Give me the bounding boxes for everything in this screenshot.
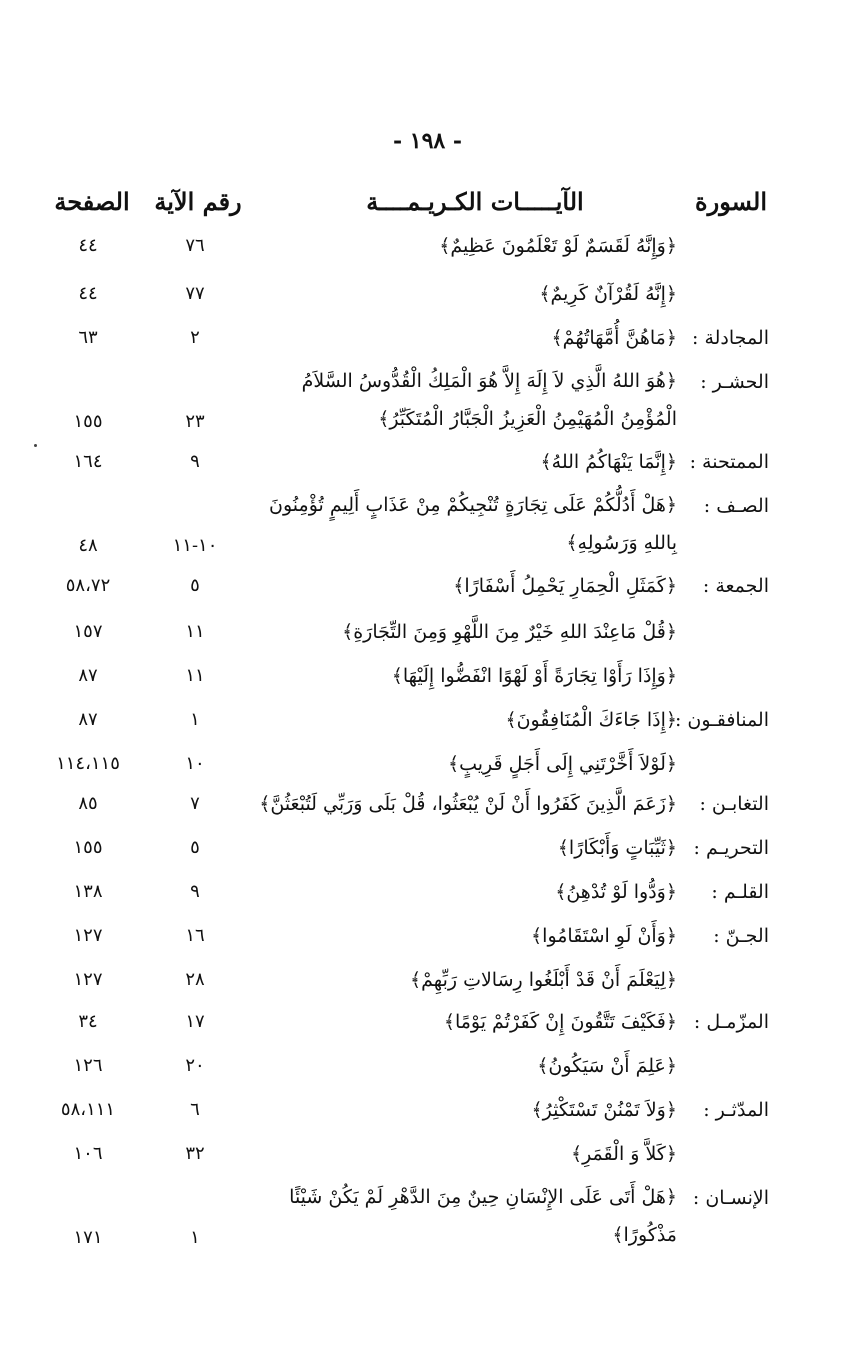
surah-name: التغابـن : bbox=[699, 793, 769, 815]
table-row bbox=[0, 700, 855, 740]
table-row bbox=[0, 1002, 855, 1042]
verse-text: ﴿إِذَا جَاءَكَ الْمُنَافِقُونَ﴾ bbox=[505, 709, 677, 731]
page-ref: ١٦٤ bbox=[73, 451, 103, 472]
page-ref: ١٠٦ bbox=[73, 1143, 103, 1164]
verse-text: ﴿فَكَيْفَ تَتَّقُونَ إِنْ كَفَرْتُمْ يَوْمًا﴾ bbox=[443, 1011, 677, 1033]
ayah-number: ٢٠ bbox=[185, 1055, 205, 1076]
ayah-number: ١ bbox=[190, 1227, 200, 1248]
verse-text: ﴿وَإِنَّهُ لَقَسَمٌ لَوْ تَعْلَمُونَ عَظِيمٌ﴾ bbox=[439, 235, 677, 257]
ayah-number: ٥ bbox=[190, 575, 200, 596]
surah-name: المزّمـل : bbox=[693, 1011, 769, 1033]
verse-text: ﴿عَلِمَ أَنْ سَيَكُونُ﴾ bbox=[537, 1055, 677, 1077]
surah-name: المجادلة : bbox=[692, 327, 769, 349]
table-row bbox=[0, 656, 855, 696]
page-ref: ١٢٧ bbox=[73, 925, 103, 946]
verse-text: ﴿هُوَ اللهُ الَّذِي لاَ إِلَهَ إِلاَّ هُوَ الْمَلِكُ الْقُدُّوسُ السَّلاَمُ الْمُؤْمِنُ الْمُهَيْمِنُ الْعَزِيزُ الْجَبَّارُ الْمُتَكَبِّرُ﴾ bbox=[301, 370, 677, 430]
verse-text: ﴿زَعَمَ الَّذِينَ كَفَرُوا أَنْ لَنْ يُبْعَثُوا، قُلْ بَلَى وَرَبِّي لَتُبْعَثُنَّ﴾ bbox=[259, 793, 677, 815]
ayah-number: ٩ bbox=[190, 451, 200, 472]
table-row bbox=[0, 566, 855, 606]
page-ref: ٥٨،١١١ bbox=[60, 1099, 116, 1120]
table-row bbox=[0, 960, 855, 1000]
ayah-number: ١١ bbox=[185, 621, 205, 642]
verse-text: ﴿وَأَنْ لَوِ اسْتَقَامُوا﴾ bbox=[531, 925, 677, 947]
table-row bbox=[0, 872, 855, 912]
table-row bbox=[0, 442, 855, 482]
page-ref: ١٧١ bbox=[73, 1227, 103, 1248]
page-ref: ٤٨ bbox=[78, 535, 98, 556]
ayah-number: ١٧ bbox=[185, 1011, 205, 1032]
table-row bbox=[0, 612, 855, 652]
ayah-number: ٦ bbox=[190, 1099, 200, 1120]
page-ref: ١٥٥ bbox=[73, 837, 103, 858]
ayah-number: ٢ bbox=[190, 327, 200, 348]
table-row bbox=[0, 226, 855, 266]
ayah-number: ٢٨ bbox=[185, 969, 205, 990]
page-ref: ٣٤ bbox=[78, 1011, 98, 1032]
surah-name: المنافقـون : bbox=[674, 709, 769, 731]
surah-name: التحريـم : bbox=[693, 837, 769, 859]
table-row bbox=[0, 486, 855, 566]
table-row bbox=[0, 1046, 855, 1086]
table-row bbox=[0, 916, 855, 956]
page-ref: ١١٤،١١٥ bbox=[56, 753, 120, 774]
surah-name: الممتحنة : bbox=[689, 451, 769, 473]
verse-text: ﴿هَلْ أَتَى عَلَى الإِنْسَانِ حِينٌ مِنَ الدَّهْرِ لَمْ يَكُنْ شَيْئًا مَذْكُورًا﴾ bbox=[289, 1186, 677, 1246]
ayah-number: ٥ bbox=[190, 837, 200, 858]
ayah-number: ٢٣ bbox=[185, 411, 205, 432]
page-ref: ٨٧ bbox=[78, 709, 98, 730]
surah-name: المدّثـر : bbox=[703, 1099, 769, 1121]
surah-name: الجـنّ : bbox=[713, 925, 769, 947]
surah-name: الصـف : bbox=[703, 495, 769, 517]
page-ref: ٨٥ bbox=[78, 793, 98, 814]
ayah-number: ١٠-١١ bbox=[172, 535, 218, 556]
verse-text: ﴿ثَيِّبَاتٍ وَأَبْكَارًا﴾ bbox=[557, 837, 677, 859]
verse-text: ﴿لِيَعْلَمَ أَنْ قَدْ أَبْلَغُوا رِسَالاتِ رَبِّهِمْ﴾ bbox=[410, 969, 677, 991]
ayah-number: ٧٦ bbox=[185, 235, 205, 256]
page-ref: ١٥٧ bbox=[73, 621, 103, 642]
verse-text: ﴿وَلاَ تَمْنُنْ تَسْتَكْثِرُ﴾ bbox=[531, 1099, 677, 1121]
page-ref: ١٥٥ bbox=[73, 411, 103, 432]
table-row bbox=[0, 784, 855, 824]
page-ref: ٤٤ bbox=[78, 235, 98, 256]
table-row bbox=[0, 1178, 855, 1258]
page-ref: ٨٧ bbox=[78, 665, 98, 686]
verse-text: ﴿وَإِذَا رَأَوْا تِجَارَةً أَوْ لَهْوًا انْفَضُّوا إِلَيْهَا﴾ bbox=[391, 665, 677, 687]
page-ref: ١٣٨ bbox=[73, 881, 103, 902]
verse-text: ﴿مَاهُنَّ أُمَّهَاتُهُمْ﴾ bbox=[551, 327, 677, 349]
page-ref: ٦٣ bbox=[78, 327, 98, 348]
ayah-number: ٧ bbox=[190, 793, 200, 814]
ayah-number: ١٦ bbox=[185, 925, 205, 946]
header-verses: الآيـــــات الكـريـمــــة bbox=[366, 187, 584, 216]
page-ref: ٤٤ bbox=[78, 283, 98, 304]
ayah-number: ١ bbox=[190, 709, 200, 730]
header-page: الصفحة bbox=[54, 187, 130, 216]
verse-text: ﴿إِنَّهُ لَقُرْآنٌ كَرِيمٌ﴾ bbox=[539, 283, 677, 305]
table-row bbox=[0, 362, 855, 442]
ayah-number: ٧٧ bbox=[185, 283, 205, 304]
table-row bbox=[0, 828, 855, 868]
page-ref: ١٢٦ bbox=[73, 1055, 103, 1076]
ayah-number: ٣٢ bbox=[185, 1143, 205, 1164]
header-surah: السورة bbox=[695, 187, 767, 216]
verse-text: ﴿إِنَّمَا يَنْهَاكُمُ اللهُ﴾ bbox=[540, 451, 677, 473]
table-row bbox=[0, 1090, 855, 1130]
ayah-number: ١٠ bbox=[185, 753, 205, 774]
ayah-number: ١١ bbox=[185, 665, 205, 686]
verse-text: ﴿هَلْ أَدُلُّكُمْ عَلَى تِجَارَةٍ تُنْجِيكُمْ مِنْ عَذَابٍ أَلِيمٍ تُؤْمِنُونَ بِاللهِ وَرَسُولِهِ﴾ bbox=[269, 494, 677, 554]
verse-text: ﴿كَلاَّ وَ الْقَمَرِ﴾ bbox=[570, 1143, 677, 1165]
page-ref: ٥٨،٧٢ bbox=[65, 575, 111, 596]
page-number: - ١٩٨ - bbox=[392, 128, 463, 154]
surah-name: القلـم : bbox=[711, 881, 769, 903]
table-row bbox=[0, 318, 855, 358]
surah-name: الحشـر : bbox=[700, 371, 769, 393]
verse-text: ﴿وَدُّوا لَوْ تُدْهِنُ﴾ bbox=[555, 881, 677, 903]
surah-name: الإنسـان : bbox=[692, 1187, 769, 1209]
table-row bbox=[0, 744, 855, 784]
ayah-number: ٩ bbox=[190, 881, 200, 902]
verse-text: ﴿كَمَثَلِ الْحِمَارِ يَحْمِلُ أَسْفَارًا﴾ bbox=[453, 575, 677, 597]
table-row bbox=[0, 1134, 855, 1174]
verse-text: ﴿لَوْلاَ أَخَّرْتَنِي إِلَى أَجَلٍ قَرِيبٍ﴾ bbox=[447, 753, 677, 775]
page-ref: ١٢٧ bbox=[73, 969, 103, 990]
surah-name: الجمعة : bbox=[702, 575, 769, 597]
header-ayah-number: رقم الآية bbox=[154, 187, 242, 216]
table-row bbox=[0, 274, 855, 314]
verse-text: ﴿قُلْ مَاعِنْدَ اللهِ خَيْرٌ مِنَ اللَّهْوِ وَمِنَ التِّجَارَةِ﴾ bbox=[342, 621, 677, 643]
